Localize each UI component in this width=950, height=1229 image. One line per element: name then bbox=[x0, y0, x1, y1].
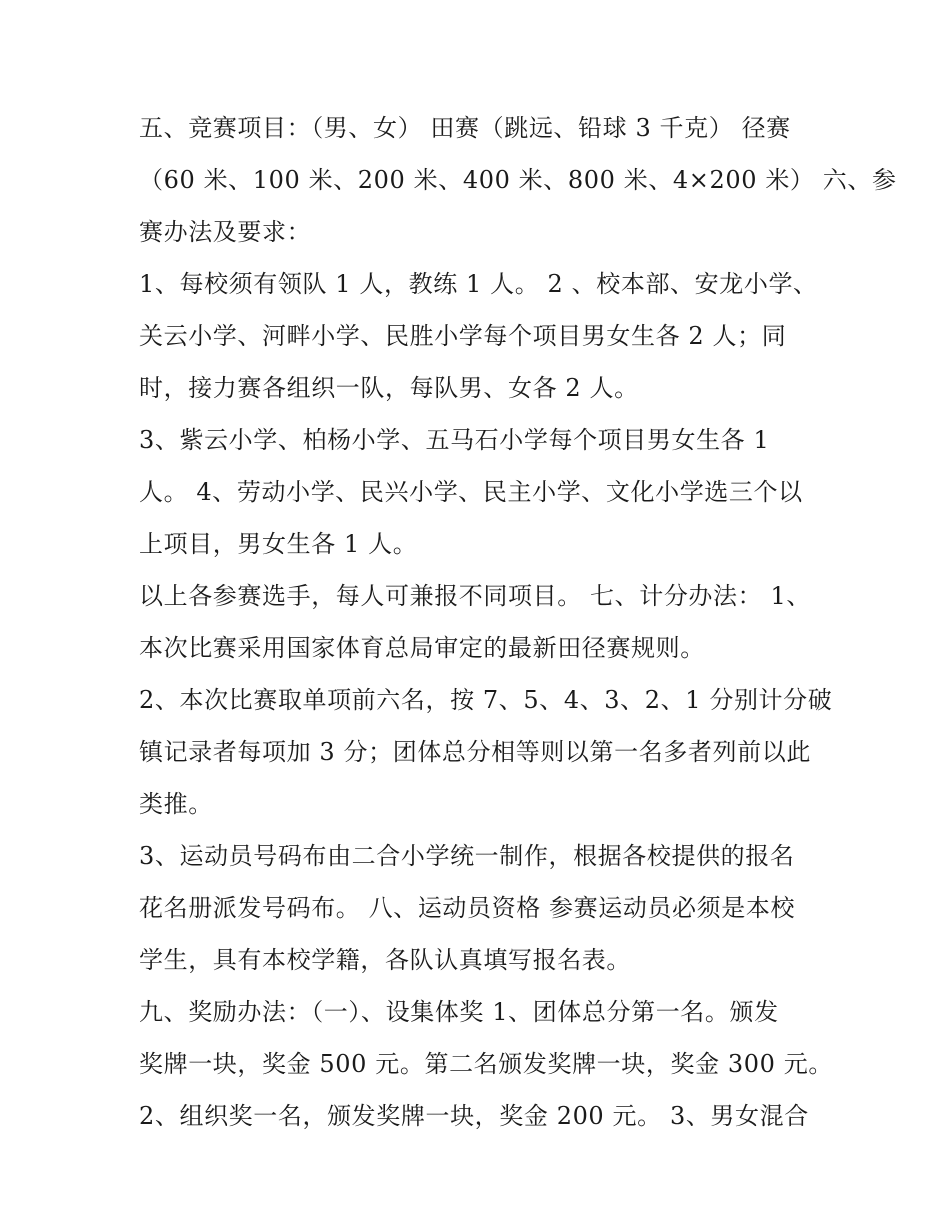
text-line: 花名册派发号码布。 八、运动员资格 参赛运动员必须是本校 bbox=[139, 894, 796, 922]
text-line: 镇记录者每项加 3 分；团体总分相等则以第一名多者列前以此 bbox=[139, 738, 811, 766]
text-line: 关云小学、河畔小学、民胜小学每个项目男女生各 2 人；同 bbox=[139, 322, 787, 350]
text-line: 3、运动员号码布由二合小学统一制作，根据各校提供的报名 bbox=[139, 842, 795, 870]
text-line: 3、紫云小学、柏杨小学、五马石小学每个项目男女生各 1 bbox=[139, 426, 770, 454]
text-line: 时，接力赛各组织一队，每队男、女各 2 人。 bbox=[139, 374, 639, 402]
text-line: 以上各参赛选手，每人可兼报不同项目。 七、计分办法： 1、 bbox=[139, 582, 811, 610]
text-line: 2、本次比赛取单项前六名，按 7、5、4、3、2、1 分别计分破 bbox=[139, 686, 833, 714]
text-line: 1、每校须有领队 1 人，教练 1 人。 2 、校本部、安龙小学、 bbox=[139, 270, 818, 298]
text-line: 上项目，男女生各 1 人。 bbox=[139, 530, 418, 558]
text-line: 五、竞赛项目：（男、女） 田赛（跳远、铅球 3 千克） 径赛 bbox=[139, 114, 791, 142]
document-body bbox=[139, 102, 897, 1142]
text-line: 学生，具有本校学籍，各队认真填写报名表。 bbox=[139, 946, 631, 974]
text-line: 赛办法及要求： bbox=[139, 218, 312, 246]
text-line: （60 米、100 米、200 米、400 米、800 米、4×200 米） 六、参 bbox=[139, 166, 897, 194]
text-line: 本次比赛采用国家体育总局审定的最新田径赛规则。 bbox=[139, 634, 705, 662]
text-line: 九、奖励办法：（一）、设集体奖 1、团体总分第一名。颁发 bbox=[139, 998, 779, 1026]
text-line: 类推。 bbox=[139, 790, 213, 818]
text-line: 人。 4、劳动小学、民兴小学、民主小学、文化小学选三个以 bbox=[139, 478, 803, 506]
text-line: 奖牌一块，奖金 500 元。第二名颁发奖牌一块，奖金 300 元。 bbox=[139, 1050, 833, 1078]
text-line: 2、组织奖一名，颁发奖牌一块，奖金 200 元。 3、男女混合 bbox=[139, 1102, 809, 1130]
